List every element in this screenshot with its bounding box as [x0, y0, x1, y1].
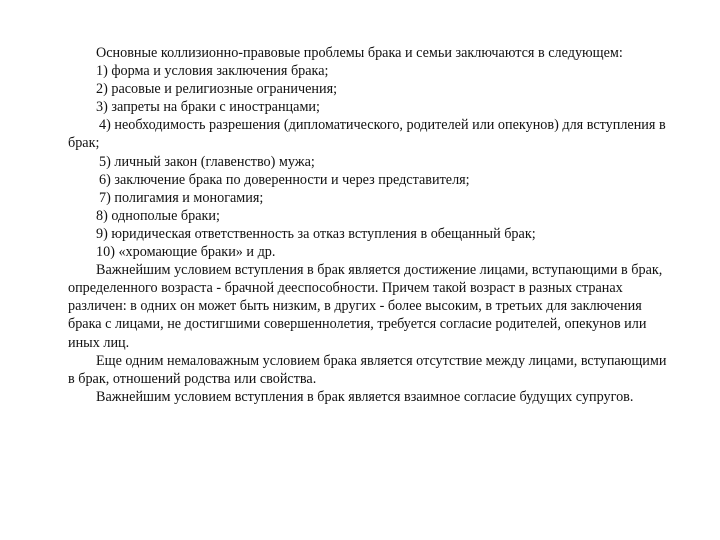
list-item: 1) форма и условия заключения брака; — [96, 63, 329, 80]
list-item: 3) запреты на браки с иностранцами; — [96, 99, 320, 116]
body-paragraph-consent: Важнейшим условием вступления в брак является взаимное согласие будущих супругов. — [96, 388, 634, 405]
problems-list — [68, 62, 676, 261]
list-item: 7) полигамия и моногамия; — [99, 189, 264, 206]
list-item: 6) заключение брака по доверенности и через представителя; — [99, 171, 470, 188]
list-item: 10) «хромающие браки» и др. — [96, 244, 276, 261]
body-paragraph-age: Важнейшим условием вступления в брак является достижение лицами, вступающими в брак, определенного возраста - брачной дееспособности. Причем такой возраст в разных странах различен: в одних он может быть низким, в других - более высоким, в третьих для заключения брака с лицами, не достигшими совершеннолетия, требуется согласие родителей, опекунов или иных лиц. — [68, 262, 663, 351]
document-page — [68, 44, 676, 406]
list-item: 2) расовые и религиозные ограничения; — [96, 81, 338, 98]
body-paragraph-kinship: Еще одним немаловажным условием брака является отсутствие между лицами, вступающими в брак, отношений родства или свойства. — [68, 352, 667, 387]
list-item: 9) юридическая ответственность за отказ вступления в обещанный брак; — [96, 225, 536, 242]
list-item: 5) личный закон (главенство) мужа; — [99, 153, 315, 170]
list-item: 4) необходимость разрешения (дипломатического, родителей или опекунов) для вступления в брак; — [68, 117, 666, 152]
list-item: 8) однополые браки; — [96, 207, 220, 224]
intro-paragraph: Основные коллизионно-правовые проблемы брака и семьи заключаются в следующем: — [96, 45, 623, 61]
